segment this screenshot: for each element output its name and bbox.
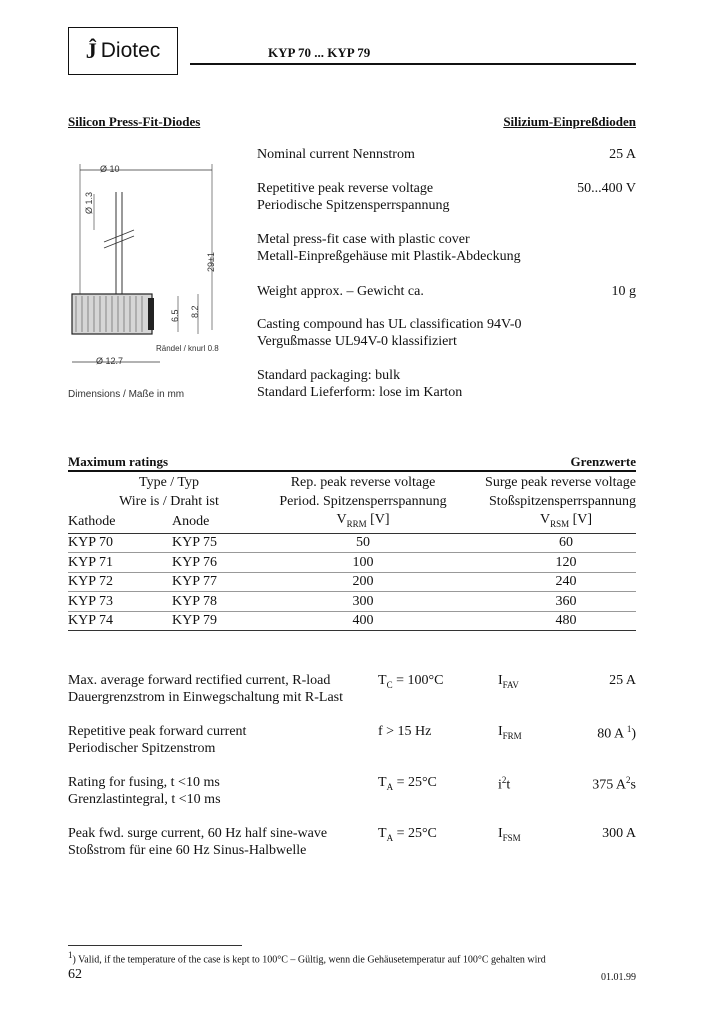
spec-packaging-en: Standard packaging: bulk — [257, 368, 401, 383]
param-ifsm-symbol: $I_{FSM}$ — [498, 826, 521, 843]
col-vrrm-header-de: Period. Spitzensperrspannung — [279, 493, 447, 509]
cell-kathode: KYP 73 — [68, 592, 172, 612]
param-i2t-en: Rating for fusing, t <10 ms — [68, 775, 220, 790]
cell-vrrm: 400 — [270, 611, 456, 631]
cell-kathode: KYP 71 — [68, 553, 172, 573]
diotec-logo — [68, 27, 178, 75]
dim-label-d10: Ø 10 — [100, 164, 120, 174]
footnote-rule — [68, 945, 242, 946]
col-kathode-header: Kathode — [68, 511, 172, 533]
footer-date: 01.01.99 — [601, 972, 636, 983]
spec-nominal-current: Nominal current Nennstrom — [257, 147, 415, 162]
cell-vrsm: 60 — [456, 533, 636, 553]
spec-voltage-de: Periodische Spitzensperrspannung — [257, 198, 450, 213]
param-ifsm-condition: $T_A = 25^\circ C$ — [378, 826, 437, 843]
ratings-header-row-1 — [68, 473, 636, 492]
spec-weight-value: 10 g — [611, 284, 636, 299]
knurl-band — [148, 298, 154, 330]
col-vrsm-header-de: Stoßspitzensperrspannung — [489, 493, 636, 509]
col-vrsm-header: Surge peak reverse voltage — [485, 474, 636, 490]
section-title-en: Silicon Press-Fit-Diodes — [68, 114, 201, 129]
dim-label-length: 29±1 — [206, 252, 216, 272]
col-anode-header: Anode — [172, 511, 270, 533]
param-ifav-condition: $T_C = 100^\circ C$ — [378, 673, 444, 690]
drawing-caption: Dimensions / Maße in mm — [68, 389, 185, 400]
wire-break-1 — [104, 230, 134, 242]
ratings-header-row-2 — [68, 492, 636, 511]
col-type-header: Type / Typ — [139, 474, 199, 490]
spec-case-de: Metall-Einpreßgehäuse mit Plastik-Abdeckung — [257, 249, 521, 264]
cell-kathode: KYP 74 — [68, 611, 172, 631]
cell-anode: KYP 79 — [172, 611, 270, 631]
dim-label-knurl: Rändel / knurl 0.8 — [156, 344, 219, 353]
cell-anode: KYP 75 — [172, 533, 270, 553]
dim-label-body-h2: 8.2 — [190, 305, 200, 318]
param-ifav-value: 25 A — [609, 673, 636, 688]
spec-nominal-current-value: 25 A — [609, 147, 636, 162]
table-row — [68, 553, 636, 573]
table-row — [68, 572, 636, 592]
param-ifrm-value: 80 A $^1$) — [597, 724, 636, 742]
header-rule — [190, 63, 636, 65]
cell-anode: KYP 76 — [172, 553, 270, 573]
ratings-title-en: Maximum ratings — [68, 454, 169, 469]
param-i2t-value: 375 $A^2s$ — [592, 775, 636, 793]
param-ifrm-condition: f > 15 Hz — [378, 724, 432, 739]
cell-vrrm: 100 — [270, 553, 456, 573]
param-ifsm-en: Peak fwd. surge current, 60 Hz half sine-wave — [68, 826, 328, 841]
section-title-de: Silizium-Einpreßdioden — [503, 114, 636, 129]
cell-anode: KYP 78 — [172, 592, 270, 612]
wire-break-2 — [104, 236, 134, 248]
param-ifsm-de: Stoßstrom für eine 60 Hz Sinus-Halbwelle — [68, 843, 307, 858]
param-ifav-de: Dauergrenzstrom in Einwegschaltung mit R-Last — [68, 690, 344, 705]
col-vrrm-symbol: $V_{RRM}$ [V] — [270, 511, 456, 533]
param-i2t-symbol: $i^2t$ — [498, 775, 511, 793]
footnote: $^1$) Valid, if the temperature of the case is kept to 100°C – Gültig, wenn die Gehäusetemperatur auf 100°C gehalten wird — [68, 950, 546, 966]
spec-packaging-de: Standard Lieferform: lose im Karton — [257, 385, 463, 400]
table-row — [68, 611, 636, 631]
param-ifsm-value: 300 A — [602, 826, 636, 841]
cell-vrsm: 480 — [456, 611, 636, 631]
param-i2t-condition: $T_A = 25^\circ C$ — [378, 775, 437, 792]
spec-voltage-en: Repetitive peak reverse voltage — [257, 181, 434, 196]
param-ifav-symbol: $I_{FAV}$ — [498, 673, 519, 690]
spec-casting-en: Casting compound has UL classification 94V-0 — [257, 317, 522, 332]
cell-vrrm: 50 — [270, 533, 456, 553]
col-vrrm-header: Rep. peak reverse voltage — [290, 474, 436, 490]
page-number: 62 — [68, 967, 82, 982]
cell-kathode: KYP 72 — [68, 572, 172, 592]
cell-anode: KYP 77 — [172, 572, 270, 592]
ratings-table — [68, 473, 636, 631]
param-ifrm-de: Periodischer Spitzenstrom — [68, 741, 216, 756]
cell-kathode: KYP 70 — [68, 533, 172, 553]
spec-casting-de: Vergußmasse UL94V-0 klassifiziert — [257, 334, 457, 349]
dim-label-wire: Ø 1.3 — [84, 191, 94, 214]
param-ifrm-symbol: $I_{FRM}$ — [498, 724, 522, 741]
spec-voltage-value: 50...400 V — [577, 181, 636, 196]
ratings-title-de: Grenzwerte — [570, 454, 636, 469]
param-ifav-en: Max. average forward rectified current, R-load — [68, 673, 331, 688]
dim-label-body-h1: 6.5 — [170, 309, 180, 322]
cell-vrrm: 200 — [270, 572, 456, 592]
spec-case-en: Metal press-fit case with plastic cover — [257, 232, 470, 247]
cell-vrrm: 300 — [270, 592, 456, 612]
col-wire-header: Wire is / Draht ist — [119, 493, 219, 509]
table-row — [68, 592, 636, 612]
logo-mark: Ĵ — [85, 38, 97, 63]
param-ifrm-en: Repetitive peak forward current — [68, 724, 247, 739]
cell-vrsm: 240 — [456, 572, 636, 592]
page-title: KYP 70 ... KYP 79 — [268, 45, 371, 60]
col-vrsm-symbol: $V_{RSM}$ [V] — [456, 511, 636, 533]
dim-label-d127: Ø 12.7 — [96, 356, 124, 366]
ratings-header-row-3 — [68, 511, 636, 533]
cell-vrsm: 360 — [456, 592, 636, 612]
table-row — [68, 533, 636, 553]
logo-text: Diotec — [100, 39, 161, 62]
spec-weight: Weight approx. – Gewicht ca. — [257, 284, 424, 299]
cell-vrsm: 120 — [456, 553, 636, 573]
ratings-top-rule — [68, 470, 636, 472]
param-i2t-de: Grenzlastintegral, t <10 ms — [68, 792, 221, 807]
